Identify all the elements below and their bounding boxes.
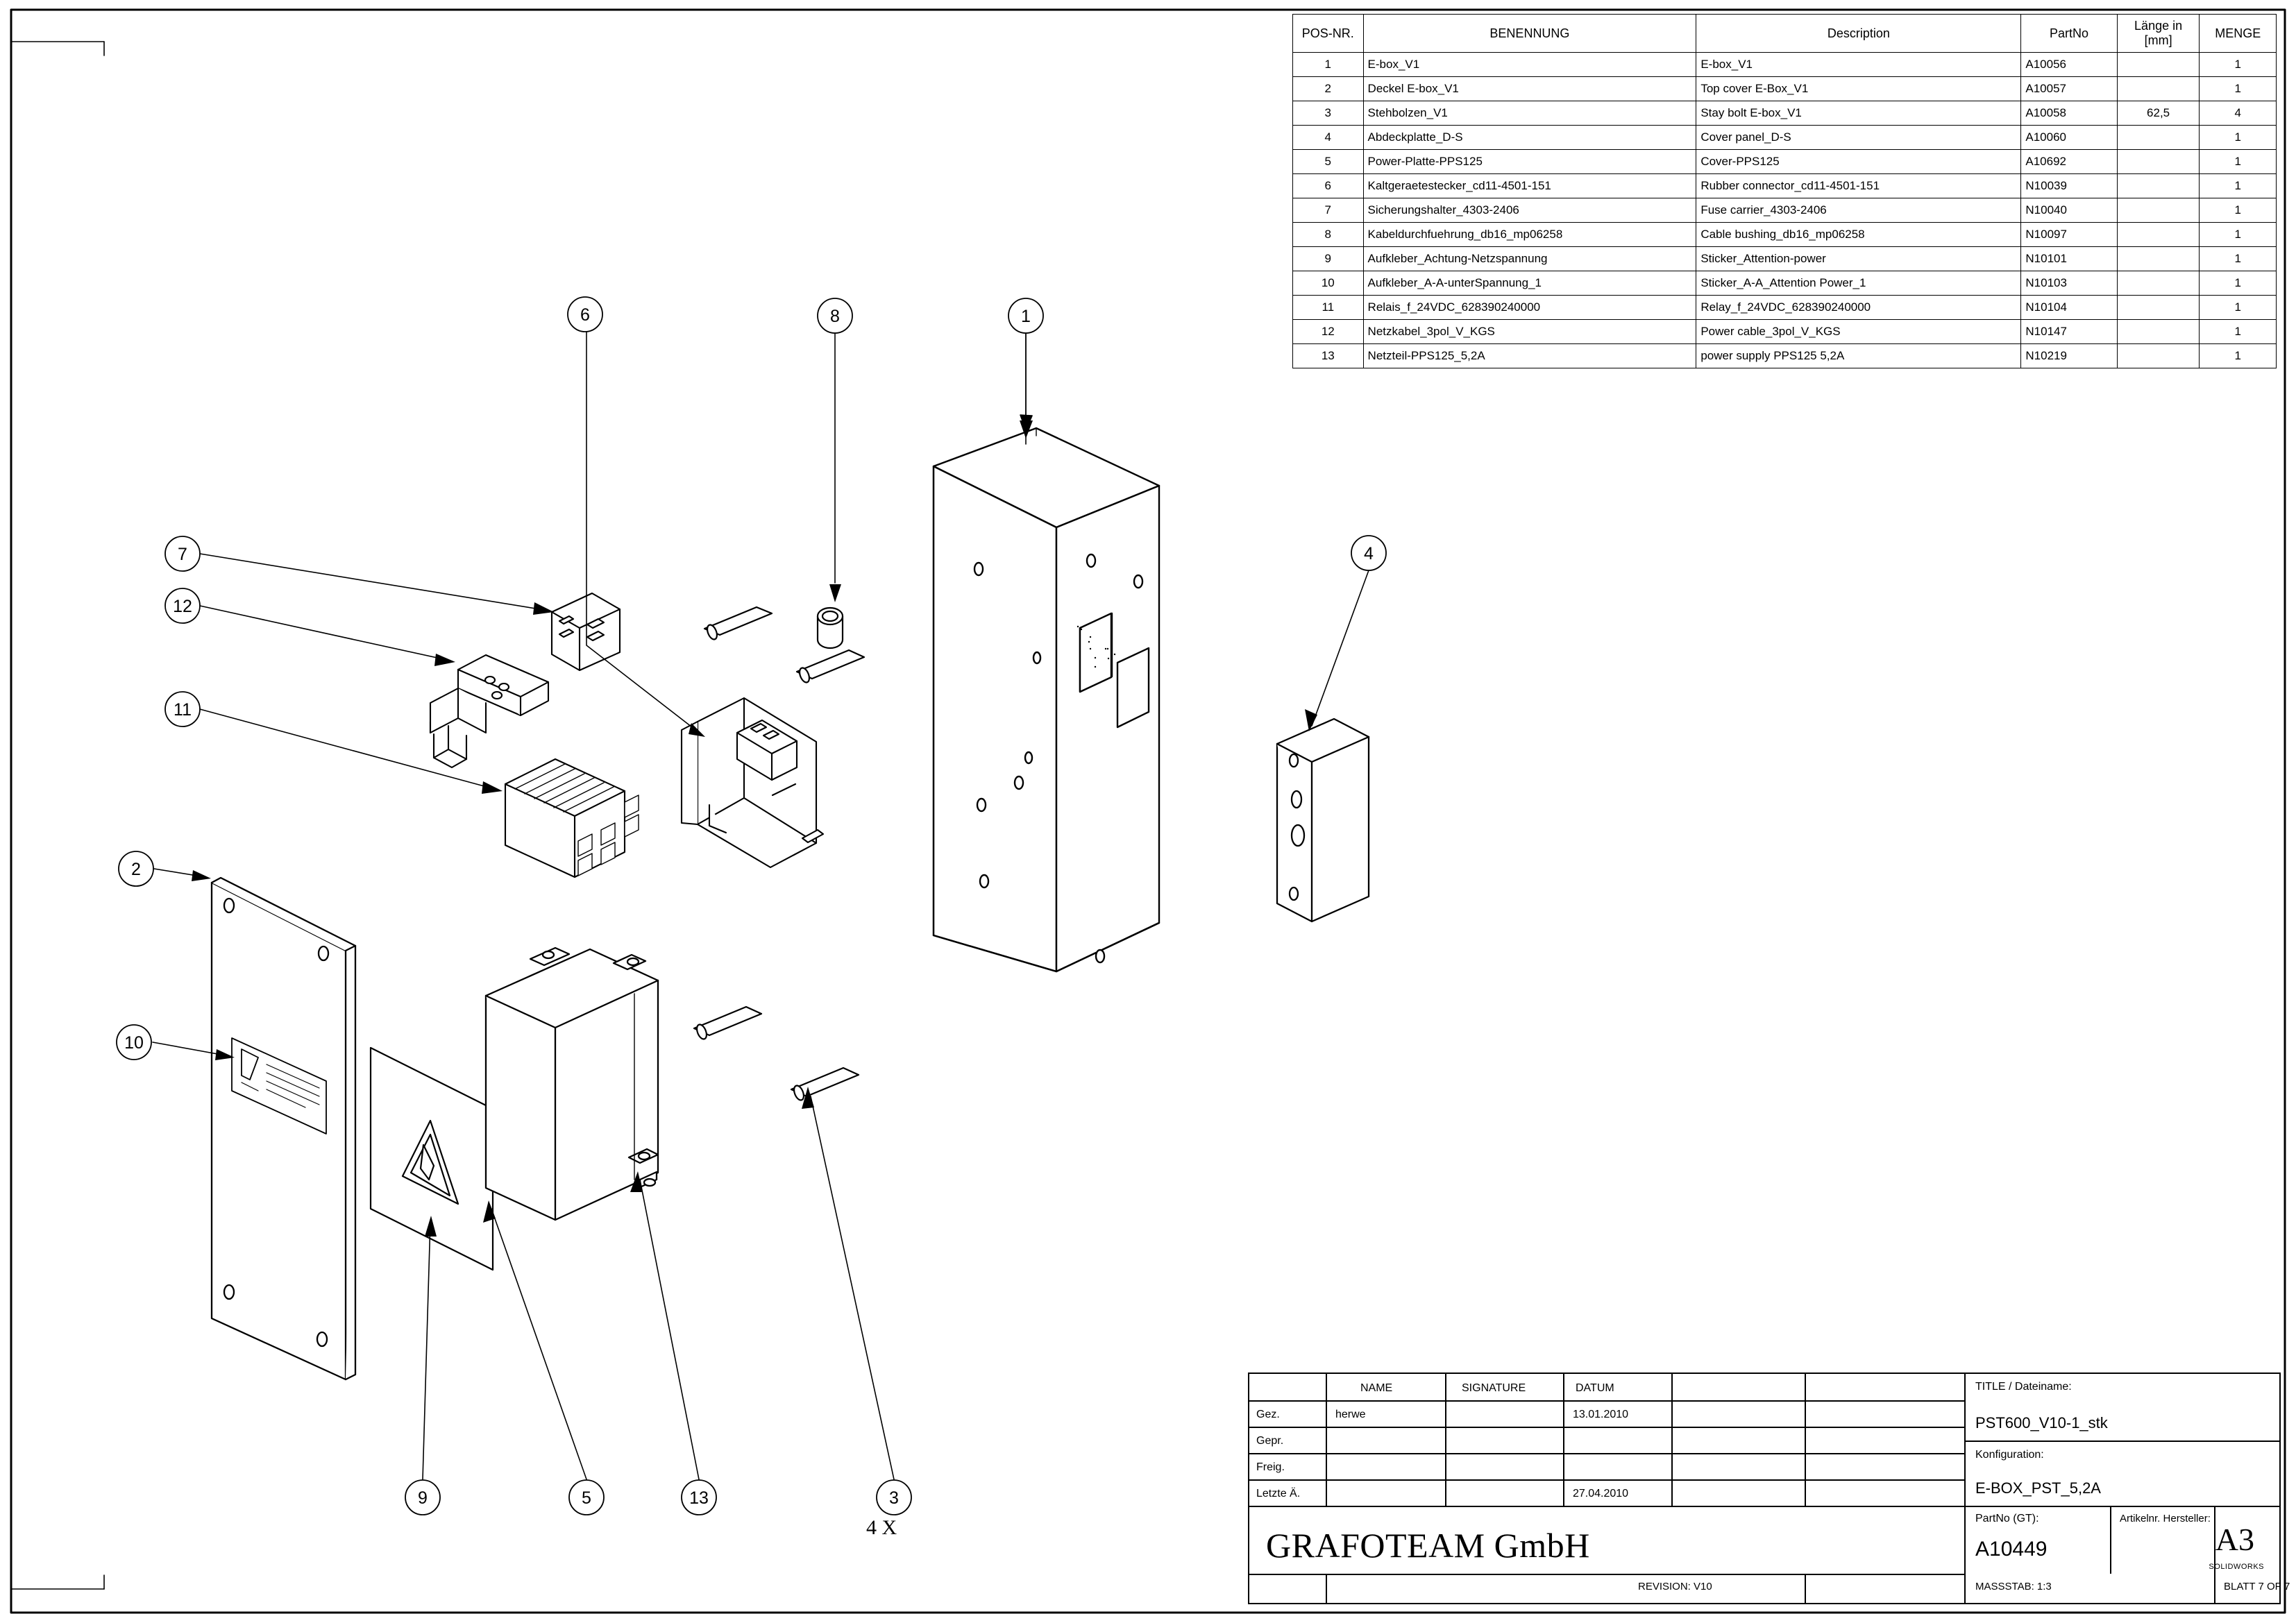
bom-row — [1293, 77, 2277, 101]
bom-cell-length — [2117, 247, 2200, 271]
bom-header-partno: PartNo — [2021, 15, 2117, 53]
svg-text:10: 10 — [124, 1033, 144, 1053]
bom-cell-description: E-box_V1 — [1696, 53, 2021, 77]
bom-cell-length — [2117, 223, 2200, 247]
bom-cell-description: Fuse carrier_4303-2406 — [1696, 198, 2021, 223]
bom-cell-partno: A10057 — [2021, 77, 2117, 101]
part-e-box — [934, 428, 1159, 971]
bom-cell-pos: 8 — [1293, 223, 1364, 247]
bom-row — [1293, 223, 2277, 247]
svg-text:8: 8 — [830, 307, 840, 326]
bom-cell-benennung: Aufkleber_A-A-unterSpannung_1 — [1363, 271, 1696, 296]
bom-cell-partno: A10060 — [2021, 126, 2117, 150]
bom-cell-benennung: Power-Platte-PPS125 — [1363, 150, 1696, 174]
bom-cell-menge: 1 — [2200, 77, 2277, 101]
bom-cell-partno: A10058 — [2021, 101, 2117, 126]
bom-row — [1293, 101, 2277, 126]
bom-row — [1293, 271, 2277, 296]
part-rubber-connector-assembly — [682, 698, 823, 867]
bom-cell-benennung: Stehbolzen_V1 — [1363, 101, 1696, 126]
tb-col-signature: SIGNATURE — [1462, 1382, 1526, 1394]
bom-header-length-line2: [mm] — [2144, 33, 2172, 47]
tb-row-gez: Gez. — [1256, 1409, 1280, 1420]
tb-revision: REVISION: V10 — [1638, 1581, 1712, 1592]
bom-cell-pos: 11 — [1293, 296, 1364, 320]
bom-header-length — [2117, 15, 2200, 53]
bom-row — [1293, 344, 2277, 368]
part-top-cover — [212, 878, 355, 1379]
bom-cell-benennung: Netzteil-PPS125_5,2A — [1363, 344, 1696, 368]
bom-cell-length — [2117, 126, 2200, 150]
svg-text:11: 11 — [174, 700, 192, 720]
part-cover-panel-ds — [1277, 719, 1369, 921]
svg-text:6: 6 — [580, 305, 590, 325]
bom-cell-benennung: Abdeckplatte_D-S — [1363, 126, 1696, 150]
bom-cell-description: Stay bolt E-box_V1 — [1696, 101, 2021, 126]
bom-cell-menge: 1 — [2200, 126, 2277, 150]
cad-system-label: SOLIDWORKS — [2209, 1563, 2264, 1571]
tb-partno-label: PartNo (GT): — [1975, 1513, 2039, 1524]
bom-cell-description: Cover-PPS125 — [1696, 150, 2021, 174]
bom-cell-length — [2117, 77, 2200, 101]
bom-cell-menge: 1 — [2200, 53, 2277, 77]
bom-cell-pos: 6 — [1293, 174, 1364, 198]
tb-artikelnr-label: Artikelnr. Hersteller: — [2120, 1513, 2211, 1524]
bom-cell-benennung: Kaltgeraetestecker_cd11-4501-151 — [1363, 174, 1696, 198]
svg-text:5: 5 — [582, 1488, 591, 1508]
tb-partno-value: A10449 — [1975, 1538, 2048, 1561]
svg-text:3: 3 — [889, 1488, 899, 1508]
bom-cell-partno: N10219 — [2021, 344, 2117, 368]
bom-cell-menge: 1 — [2200, 296, 2277, 320]
svg-text:12: 12 — [173, 597, 192, 616]
bom-cell-benennung: Netzkabel_3pol_V_KGS — [1363, 320, 1696, 344]
bom-header-pos: POS-NR. — [1293, 15, 1364, 53]
tb-col-name: NAME — [1360, 1382, 1393, 1394]
bom-cell-description: Cable bushing_db16_mp06258 — [1696, 223, 2021, 247]
bom-row — [1293, 198, 2277, 223]
bom-cell-menge: 1 — [2200, 174, 2277, 198]
bom-cell-description: Power cable_3pol_V_KGS — [1696, 320, 2021, 344]
bom-header-length-line1: Länge in — [2134, 19, 2183, 33]
company-name: GRAFOTEAM GmbH — [1266, 1526, 1590, 1565]
bom-header-menge: MENGE — [2200, 15, 2277, 53]
tb-title-value: PST600_V10-1_stk — [1975, 1414, 2108, 1431]
part-power-cable-plug — [430, 655, 548, 767]
bom-cell-length — [2117, 296, 2200, 320]
bom-cell-pos: 1 — [1293, 53, 1364, 77]
quantity-note: 4 X — [866, 1516, 897, 1539]
bom-cell-length — [2117, 320, 2200, 344]
bom-cell-pos: 9 — [1293, 247, 1364, 271]
svg-text:2: 2 — [131, 860, 141, 879]
tb-blatt: BLATT 7 OF 7 — [2224, 1581, 2290, 1592]
bom-row — [1293, 150, 2277, 174]
bom-row — [1293, 296, 2277, 320]
bill-of-materials-table — [1292, 14, 2277, 368]
tb-massstab: MASSSTAB: 1:3 — [1975, 1581, 2052, 1592]
tb-title-label: TITLE / Dateiname: — [1975, 1381, 2072, 1393]
bom-cell-partno: N10147 — [2021, 320, 2117, 344]
bom-cell-length: 62,5 — [2117, 101, 2200, 126]
bom-cell-pos: 13 — [1293, 344, 1364, 368]
bom-row — [1293, 320, 2277, 344]
bom-cell-menge: 1 — [2200, 198, 2277, 223]
bom-cell-length — [2117, 150, 2200, 174]
bom-cell-partno: N10103 — [2021, 271, 2117, 296]
bom-cell-menge: 1 — [2200, 150, 2277, 174]
bom-header-row — [1293, 15, 2277, 53]
part-power-supply-pps125 — [486, 948, 658, 1220]
bom-row — [1293, 174, 2277, 198]
svg-text:9: 9 — [418, 1488, 428, 1508]
tb-konfiguration-label: Konfiguration: — [1975, 1449, 2044, 1461]
bom-cell-partno: N10104 — [2021, 296, 2117, 320]
bom-row — [1293, 126, 2277, 150]
svg-text:1: 1 — [1021, 307, 1031, 326]
bom-row — [1293, 53, 2277, 77]
bom-cell-menge: 1 — [2200, 223, 2277, 247]
bom-cell-menge: 1 — [2200, 247, 2277, 271]
bom-cell-pos: 3 — [1293, 101, 1364, 126]
bom-row — [1293, 247, 2277, 271]
tb-gez-datum: 13.01.2010 — [1573, 1409, 1629, 1420]
bom-cell-length — [2117, 174, 2200, 198]
bom-cell-pos: 2 — [1293, 77, 1364, 101]
bom-cell-description: Sticker_Attention-power — [1696, 247, 2021, 271]
bom-cell-pos: 7 — [1293, 198, 1364, 223]
tb-row-letzte: Letzte Ä. — [1256, 1488, 1301, 1499]
bom-cell-description: Cover panel_D-S — [1696, 126, 2021, 150]
tb-gez-name: herwe — [1335, 1409, 1366, 1420]
bom-cell-length — [2117, 271, 2200, 296]
bom-cell-partno: A10692 — [2021, 150, 2117, 174]
svg-text:7: 7 — [178, 545, 187, 564]
bom-cell-benennung: Deckel E-box_V1 — [1363, 77, 1696, 101]
bom-cell-length — [2117, 198, 2200, 223]
bom-cell-pos: 5 — [1293, 150, 1364, 174]
bom-cell-description: Rubber connector_cd11-4501-151 — [1696, 174, 2021, 198]
tb-col-datum: DATUM — [1576, 1382, 1614, 1394]
bom-cell-length — [2117, 344, 2200, 368]
sheet-format: A3 — [2215, 1522, 2254, 1557]
bom-cell-menge: 1 — [2200, 344, 2277, 368]
bom-cell-partno: N10040 — [2021, 198, 2117, 223]
part-relay — [505, 759, 639, 877]
bom-cell-description: Sticker_A-A_Attention Power_1 — [1696, 271, 2021, 296]
bom-cell-benennung: Sicherungshalter_4303-2406 — [1363, 198, 1696, 223]
tb-letzte-datum: 27.04.2010 — [1573, 1488, 1629, 1499]
bom-header-benennung: BENENNUNG — [1363, 15, 1696, 53]
part-cable-bushing — [818, 608, 843, 648]
bom-cell-pos: 10 — [1293, 271, 1364, 296]
tb-row-gepr: Gepr. — [1256, 1435, 1284, 1447]
bom-cell-benennung: Relais_f_24VDC_628390240000 — [1363, 296, 1696, 320]
bom-header-description: Description — [1696, 15, 2021, 53]
bom-cell-menge: 4 — [2200, 101, 2277, 126]
bom-cell-description: Relay_f_24VDC_628390240000 — [1696, 296, 2021, 320]
bom-cell-description: power supply PPS125 5,2A — [1696, 344, 2021, 368]
svg-text:13: 13 — [689, 1488, 709, 1508]
bom-cell-pos: 12 — [1293, 320, 1364, 344]
bom-cell-menge: 1 — [2200, 320, 2277, 344]
bom-cell-benennung: E-box_V1 — [1363, 53, 1696, 77]
bom-cell-partno: N10097 — [2021, 223, 2117, 247]
svg-text:4: 4 — [1364, 544, 1374, 563]
bom-cell-partno: A10056 — [2021, 53, 2117, 77]
bom-cell-pos: 4 — [1293, 126, 1364, 150]
bom-cell-partno: N10039 — [2021, 174, 2117, 198]
part-fuse-carrier — [552, 593, 620, 670]
tb-konfiguration-value: E-BOX_PST_5,2A — [1975, 1479, 2101, 1497]
bom-cell-benennung: Aufkleber_Achtung-Netzspannung — [1363, 247, 1696, 271]
bom-cell-length — [2117, 53, 2200, 77]
bom-cell-partno: N10101 — [2021, 247, 2117, 271]
title-block — [1248, 1373, 2290, 1604]
bom-cell-menge: 1 — [2200, 271, 2277, 296]
bom-cell-benennung: Kabeldurchfuehrung_db16_mp06258 — [1363, 223, 1696, 247]
tb-row-freig: Freig. — [1256, 1461, 1285, 1473]
bom-cell-description: Top cover E-Box_V1 — [1696, 77, 2021, 101]
